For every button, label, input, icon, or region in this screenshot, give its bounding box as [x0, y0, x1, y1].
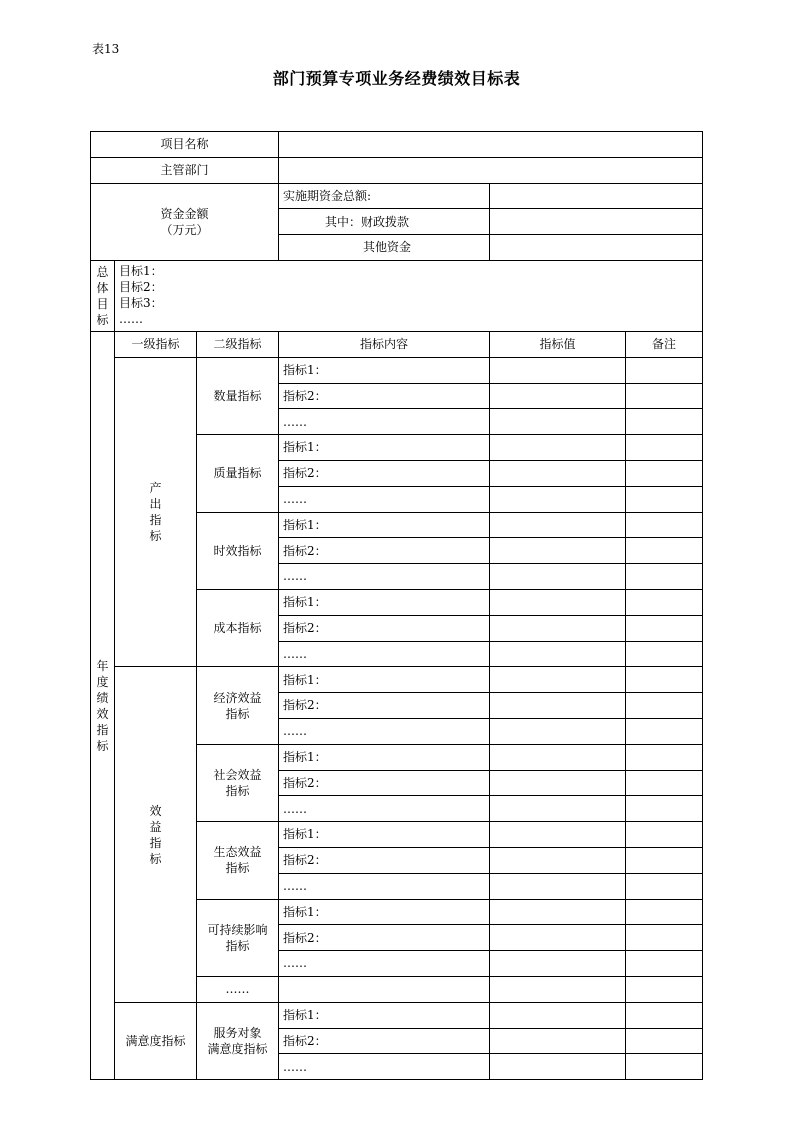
funds-total-label: 实施期资金总额:: [279, 183, 490, 209]
indicator-content-cell[interactable]: ……: [279, 1054, 490, 1080]
row-funds-total: [91, 183, 703, 209]
remark-cell[interactable]: [626, 976, 703, 1002]
header-level1: 一级指标: [115, 331, 197, 357]
indicator-content-cell[interactable]: 指标2：: [279, 847, 490, 873]
remark-cell[interactable]: [626, 796, 703, 822]
header-value: 指标值: [490, 331, 626, 357]
remark-cell[interactable]: [626, 589, 703, 615]
indicator-content-cell[interactable]: 指标1：: [279, 435, 490, 461]
indicator-value-cell[interactable]: [490, 383, 626, 409]
indicator-value-cell[interactable]: [490, 589, 626, 615]
indicator-content-cell[interactable]: ……: [279, 796, 490, 822]
goal-item: 目标1：: [119, 263, 163, 278]
remark-cell[interactable]: [626, 383, 703, 409]
funds-label: [91, 183, 279, 260]
goal-item: 目标3：: [119, 295, 163, 310]
remark-cell[interactable]: [626, 873, 703, 899]
indicator-content-cell[interactable]: 指标2：: [279, 383, 490, 409]
remark-cell[interactable]: [626, 899, 703, 925]
sheet-number-label: 表13: [92, 42, 120, 56]
quantity-indicator-label: 数量指标: [197, 357, 279, 434]
funds-fiscal-value[interactable]: [490, 209, 703, 235]
page-title: 部门预算专项业务经费绩效目标表: [272, 69, 521, 88]
remark-cell[interactable]: [626, 1028, 703, 1054]
cost-indicator-label: 成本指标: [197, 589, 279, 666]
remark-cell[interactable]: [626, 1054, 703, 1080]
indicator-content-cell[interactable]: 指标1：: [279, 822, 490, 848]
indicator-value-cell[interactable]: [490, 744, 626, 770]
table-row: [91, 667, 703, 693]
project-name-value[interactable]: [279, 132, 703, 158]
indicator-content-cell[interactable]: 指标2：: [279, 693, 490, 719]
remark-cell[interactable]: [626, 822, 703, 848]
indicator-content-cell[interactable]: 指标1：: [279, 667, 490, 693]
timeliness-indicator-label: 时效指标: [197, 512, 279, 589]
remark-cell[interactable]: [626, 538, 703, 564]
remark-cell[interactable]: [626, 409, 703, 435]
indicator-value-cell[interactable]: [490, 641, 626, 667]
sustainable-impact-label: 可持续影响 指标: [197, 899, 279, 976]
remark-cell[interactable]: [626, 925, 703, 951]
indicator-content-cell[interactable]: 指标1：: [279, 1002, 490, 1028]
indicator-value-cell[interactable]: [490, 951, 626, 977]
indicator-content-cell[interactable]: ……: [279, 951, 490, 977]
remark-cell[interactable]: [626, 693, 703, 719]
funds-other-label: 其他资金: [279, 235, 490, 261]
header-remark: 备注: [626, 331, 703, 357]
indicator-value-cell[interactable]: [490, 796, 626, 822]
overall-goal-content[interactable]: [115, 260, 703, 331]
indicator-value-cell[interactable]: [490, 435, 626, 461]
goal-item: ……: [119, 311, 143, 326]
funds-label-line2: （万元）: [160, 222, 209, 237]
benefit-more-label: ……: [197, 976, 279, 1002]
social-benefit-label: 社会效益 指标: [197, 744, 279, 821]
indicator-content-cell[interactable]: 指标1：: [279, 357, 490, 383]
table-row: [91, 1002, 703, 1028]
indicator-value-cell[interactable]: [490, 486, 626, 512]
indicator-value-cell[interactable]: [490, 564, 626, 590]
row-overall-goal: [91, 260, 703, 331]
remark-cell[interactable]: [626, 357, 703, 383]
service-satisfaction-label: 服务对象 满意度指标: [197, 1002, 279, 1079]
indicator-value-cell[interactable]: [490, 976, 626, 1002]
header-level2: 二级指标: [197, 331, 279, 357]
remark-cell[interactable]: [626, 615, 703, 641]
department-value[interactable]: [279, 157, 703, 183]
indicator-content-cell[interactable]: 指标1：: [279, 744, 490, 770]
row-project-name: [91, 132, 703, 158]
output-indicator-label: 产 出 指 标: [115, 357, 197, 667]
indicator-content-cell[interactable]: ……: [279, 486, 490, 512]
row-department: [91, 157, 703, 183]
indicator-content-cell[interactable]: ……: [279, 873, 490, 899]
indicator-value-cell[interactable]: [490, 1054, 626, 1080]
indicator-value-cell[interactable]: [490, 873, 626, 899]
satisfaction-indicator-label: 满意度指标: [115, 1002, 197, 1079]
ecological-benefit-label: 生态效益 指标: [197, 822, 279, 899]
indicator-content-cell[interactable]: 指标2：: [279, 1028, 490, 1054]
remark-cell[interactable]: [626, 460, 703, 486]
row-annual-header: [91, 331, 703, 357]
indicator-content-cell[interactable]: [279, 976, 490, 1002]
indicator-content-cell[interactable]: 指标2：: [279, 460, 490, 486]
funds-other-value[interactable]: [490, 235, 703, 261]
benefit-indicator-label: 效 益 指 标: [115, 667, 197, 1002]
funds-total-value[interactable]: [490, 183, 703, 209]
indicator-value-cell[interactable]: [490, 538, 626, 564]
economic-benefit-label: 经济效益 指标: [197, 667, 279, 744]
indicator-content-cell[interactable]: 指标1：: [279, 589, 490, 615]
indicator-value-cell[interactable]: [490, 667, 626, 693]
indicator-value-cell[interactable]: [490, 899, 626, 925]
indicator-value-cell[interactable]: [490, 357, 626, 383]
indicator-value-cell[interactable]: [490, 512, 626, 538]
indicator-value-cell[interactable]: [490, 615, 626, 641]
indicator-content-cell[interactable]: ……: [279, 409, 490, 435]
indicator-content-cell[interactable]: 指标2：: [279, 615, 490, 641]
performance-goal-table: [90, 131, 703, 1080]
indicator-content-cell[interactable]: ……: [279, 564, 490, 590]
quality-indicator-label: 质量指标: [197, 435, 279, 512]
indicator-content-cell[interactable]: 指标2：: [279, 925, 490, 951]
remark-cell[interactable]: [626, 667, 703, 693]
header-content: 指标内容: [279, 331, 490, 357]
remark-cell[interactable]: [626, 744, 703, 770]
indicator-value-cell[interactable]: [490, 925, 626, 951]
indicator-value-cell[interactable]: [490, 409, 626, 435]
funds-fiscal-label: 其中：财政拨款: [279, 209, 490, 235]
indicator-value-cell[interactable]: [490, 460, 626, 486]
annual-indicator-label: 年 度 绩 效 指 标: [91, 331, 115, 1079]
remark-cell[interactable]: [626, 1002, 703, 1028]
indicator-content-cell[interactable]: 指标2：: [279, 770, 490, 796]
department-label: 主管部门: [91, 157, 279, 183]
remark-cell[interactable]: [626, 718, 703, 744]
funds-label-line1: 资金金额: [160, 206, 209, 221]
indicator-value-cell[interactable]: [490, 847, 626, 873]
indicator-content-cell[interactable]: 指标1：: [279, 512, 490, 538]
indicator-content-cell[interactable]: 指标1：: [279, 899, 490, 925]
remark-cell[interactable]: [626, 486, 703, 512]
indicator-content-cell[interactable]: ……: [279, 718, 490, 744]
remark-cell[interactable]: [626, 564, 703, 590]
remark-cell[interactable]: [626, 435, 703, 461]
indicator-content-cell[interactable]: ……: [279, 641, 490, 667]
indicator-value-cell[interactable]: [490, 693, 626, 719]
indicator-content-cell[interactable]: 指标2：: [279, 538, 490, 564]
remark-cell[interactable]: [626, 770, 703, 796]
goal-item: 目标2：: [119, 279, 163, 294]
remark-cell[interactable]: [626, 512, 703, 538]
indicator-value-cell[interactable]: [490, 1028, 626, 1054]
table-row: [91, 357, 703, 383]
indicator-value-cell[interactable]: [490, 718, 626, 744]
remark-cell[interactable]: [626, 641, 703, 667]
project-name-label: 项目名称: [91, 132, 279, 158]
overall-goal-label: 总 体 目 标: [91, 260, 115, 331]
indicator-value-cell[interactable]: [490, 822, 626, 848]
remark-cell[interactable]: [626, 951, 703, 977]
indicator-value-cell[interactable]: [490, 770, 626, 796]
remark-cell[interactable]: [626, 847, 703, 873]
indicator-value-cell[interactable]: [490, 1002, 626, 1028]
